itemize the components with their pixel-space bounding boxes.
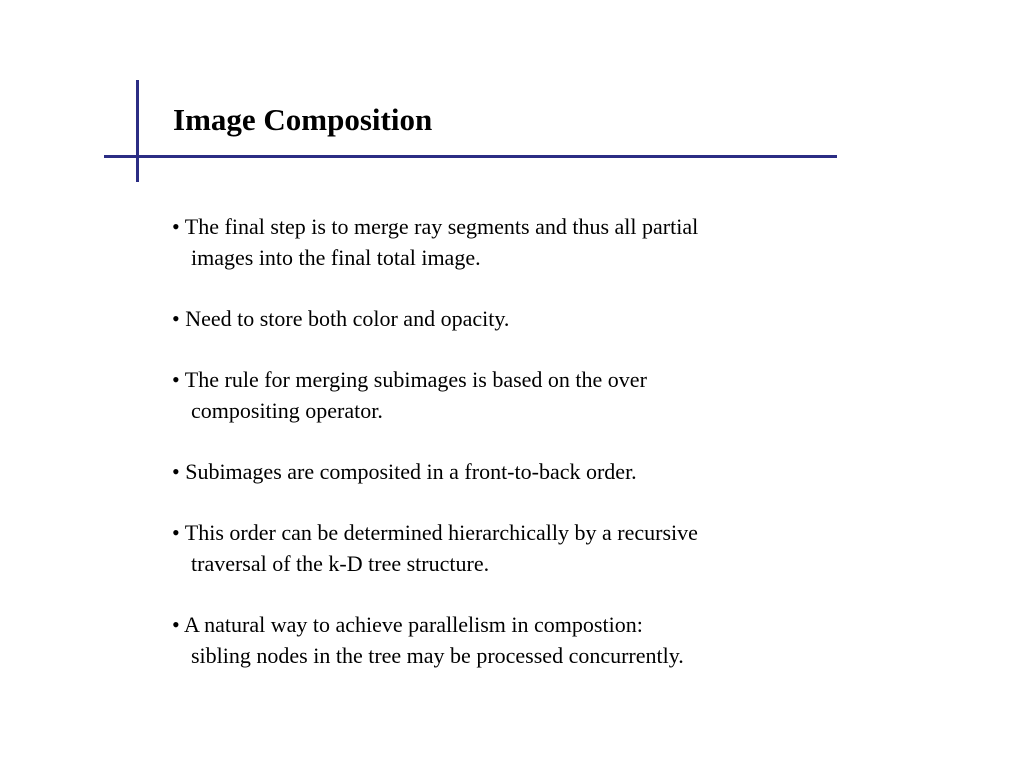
bullet-text-continuation: sibling nodes in the tree may be processed concurrently. — [191, 643, 684, 668]
bullet-list — [172, 211, 812, 701]
bullet-item — [172, 609, 812, 671]
bullet-text-continuation: images into the final total image. — [191, 245, 481, 270]
bullet-item — [172, 303, 812, 334]
bullet-text: • A natural way to achieve parallelism in compostion: — [172, 612, 643, 637]
bullet-text: • Subimages are composited in a front-to-back order. — [172, 459, 637, 484]
bullet-item — [172, 211, 812, 273]
bullet-text: • The final step is to merge ray segments and thus all partial — [172, 214, 699, 239]
bullet-item — [172, 456, 812, 487]
bullet-item — [172, 517, 812, 579]
title-rule-vertical — [136, 80, 139, 182]
bullet-item — [172, 364, 812, 426]
slide-title: Image Composition — [173, 102, 433, 137]
bullet-text-continuation: compositing operator. — [191, 398, 383, 423]
title-rule-horizontal — [104, 155, 837, 158]
bullet-text: • Need to store both color and opacity. — [172, 306, 510, 331]
bullet-text-continuation: traversal of the k-D tree structure. — [191, 551, 490, 576]
bullet-text: • This order can be determined hierarchically by a recursive — [172, 520, 698, 545]
bullet-text: • The rule for merging subimages is based on the over — [172, 367, 647, 392]
